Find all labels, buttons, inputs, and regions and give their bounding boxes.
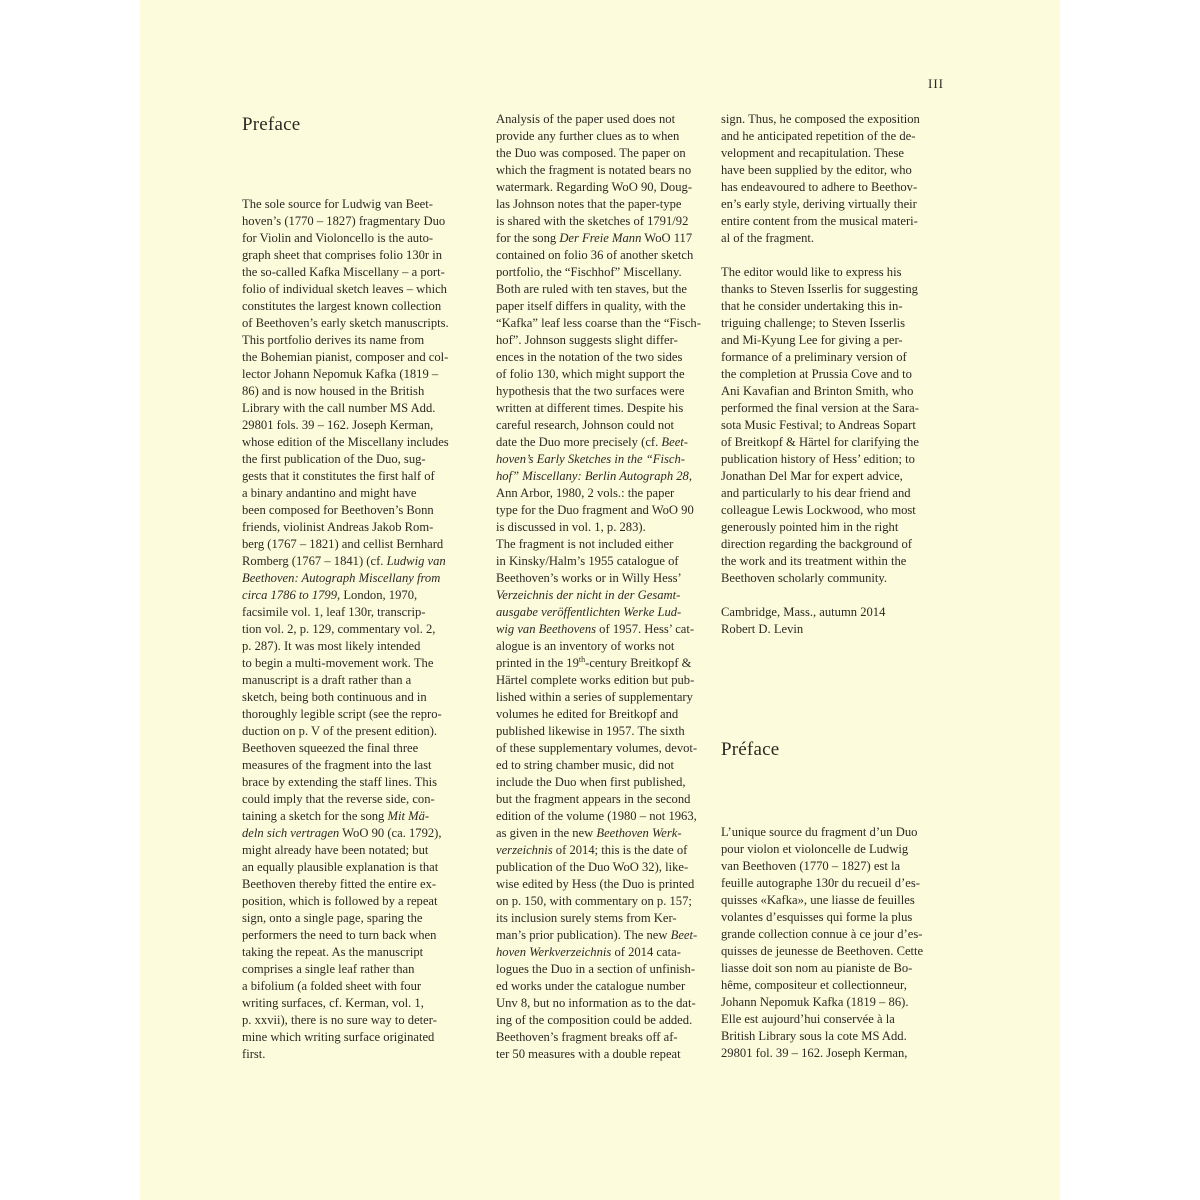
- text-line: of Breitkopf & Härtel for clarifying the: [721, 435, 919, 449]
- text-line: sign, onto a single page, sparing the: [242, 911, 423, 925]
- text-line: constitutes the largest known collection: [242, 299, 442, 313]
- text-line: of Beethoven’s early sketch manuscripts.: [242, 316, 449, 330]
- signature-block: [721, 604, 951, 638]
- text-line: feuille autographe 130r du recueil d’es-: [721, 876, 920, 890]
- text-line: a bifolium (a folded sheet with four: [242, 979, 422, 993]
- text-line: publication of the Duo WoO 32), like-: [496, 860, 689, 874]
- text-line: Beethoven squeezed the final three: [242, 741, 419, 755]
- text-line: 86) and is now housed in the British: [242, 384, 425, 398]
- text-line: watermark. Regarding WoO 90, Doug-: [496, 180, 693, 194]
- text-line: in Kinsky/Halm’s 1955 catalogue of: [496, 554, 679, 568]
- text-line: ences in the notation of the two sides: [496, 350, 683, 364]
- text-line: 29801 fol. 39 – 162. Joseph Kerman,: [721, 1046, 908, 1060]
- text-line: volumes he edited for Breitkopf and: [496, 707, 679, 721]
- text-line: is shared with the sketches of 1791/92: [496, 214, 689, 228]
- text-line: Unv 8, but no information as to the dat-: [496, 996, 696, 1010]
- text-line: las Johnson notes that the paper-type: [496, 197, 682, 211]
- text-line: portfolio, the “Fischhof” Miscellany.: [496, 265, 682, 279]
- text-line: grande collection connue à ce jour d’es-: [721, 927, 923, 941]
- text-line: measures of the fragment into the last: [242, 758, 432, 772]
- text-line: brace by extending the staff lines. This: [242, 775, 438, 789]
- text-line: ed works under the catalogue number: [496, 979, 686, 993]
- text-line: deln sich vertragen WoO 90 (ca. 1792),: [242, 826, 442, 840]
- text-line: The editor would like to express his: [721, 265, 902, 279]
- text-line: pour violon et violoncelle de Ludwig: [721, 842, 909, 856]
- preface-paragraph: [482, 111, 712, 536]
- text-line: mine which writing surface originated: [242, 1030, 435, 1044]
- text-line: taking the repeat. As the manuscript: [242, 945, 424, 959]
- text-line: p. 287). It was most likely intended: [242, 639, 421, 653]
- text-line: manuscript is a draft rather than a: [242, 673, 412, 687]
- preface-fr-heading: Préface: [721, 739, 780, 760]
- text-line: written at different times. Despite his: [496, 401, 684, 415]
- text-line: generously pointed him in the right: [721, 520, 899, 534]
- text-line: on p. 150, with commentary on p. 157;: [496, 894, 692, 908]
- text-line: Elle est aujourd’hui conservée à la: [721, 1012, 895, 1026]
- text-line: performers the need to turn back when: [242, 928, 437, 942]
- text-line: sketch, being both continuous and in: [242, 690, 427, 704]
- text-line: Romberg (1767 – 1841) (cf. Ludwig van: [242, 554, 446, 568]
- preface-column-1: [242, 196, 472, 1063]
- text-line: hoven’s Early Sketches in the “Fisch-: [496, 452, 685, 466]
- text-line: position, which is followed by a repeat: [242, 894, 438, 908]
- text-line: has endeavoured to adhere to Beethov-: [721, 180, 918, 194]
- text-line: taining a sketch for the song Mit Mä-: [242, 809, 430, 823]
- text-line: hypothesis that the two surfaces were: [496, 384, 685, 398]
- text-line: duction on p. V of the present edition).: [242, 724, 438, 738]
- text-line: type for the Duo fragment and WoO 90: [496, 503, 694, 517]
- text-line: wise edited by Hess (the Duo is printed: [496, 877, 695, 891]
- text-line: lished within a series of supplementary: [496, 690, 693, 704]
- text-line: paper itself differs in quality, with the: [496, 299, 686, 313]
- text-line: performed the final version at the Sara-: [721, 401, 919, 415]
- text-line: the first publication of the Duo, sug-: [242, 452, 426, 466]
- text-line: but the fragment appears in the second: [496, 792, 691, 806]
- text-line: p. xxvii), there is no sure way to deter-: [242, 1013, 437, 1027]
- text-line: Library with the call number MS Add.: [242, 401, 436, 415]
- text-line: tion vol. 2, p. 129, commentary vol. 2,: [242, 622, 436, 636]
- text-line: “Kafka” leaf less coarse than the “Fisch-: [496, 316, 701, 330]
- text-line: whose edition of the Miscellany includes: [242, 435, 449, 449]
- preface-fr-paragraph: [721, 824, 951, 1062]
- text-line: berg (1767 – 1821) and cellist Bernhard: [242, 537, 444, 551]
- text-line: logues the Duo in a section of unfinish-: [496, 962, 696, 976]
- text-line: folio of individual sketch leaves – which: [242, 282, 447, 296]
- text-line: Beethoven: Autograph Miscellany from: [242, 571, 441, 585]
- text-line: Härtel complete works edition but pub-: [496, 673, 695, 687]
- text-line: thanks to Steven Isserlis for suggesting: [721, 282, 918, 296]
- text-line: verzeichnis of 2014; this is the date of: [496, 843, 688, 857]
- text-line: and particularly to his dear friend and: [721, 486, 911, 500]
- text-line: sign. Thus, he composed the exposition: [721, 112, 920, 126]
- text-line: friends, violinist Andreas Jakob Rom-: [242, 520, 434, 534]
- text-line: Beethoven’s works or in Willy Hess’: [496, 571, 682, 585]
- text-line: include the Duo when first published,: [496, 775, 686, 789]
- text-line: for Violin and Violoncello is the auto-: [242, 231, 434, 245]
- text-line: The fragment is not included either: [496, 537, 674, 551]
- text-line: could imply that the reverse side, con-: [242, 792, 435, 806]
- text-line: Analysis of the paper used does not: [496, 112, 676, 126]
- text-line: gests that it constitutes the first half of: [242, 469, 435, 483]
- text-line: alogue is an inventory of works not: [496, 639, 675, 653]
- text-line: an equally plausible explanation is that: [242, 860, 439, 874]
- text-line: circa 1786 to 1799, London, 1970,: [242, 588, 418, 602]
- preface-paragraph: [242, 196, 472, 1063]
- text-line: lector Johann Nepomuk Kafka (1819 –: [242, 367, 439, 381]
- text-line: Cambridge, Mass., autumn 2014: [721, 605, 886, 619]
- text-line: Johann Nepomuk Kafka (1819 – 86).: [721, 995, 909, 1009]
- text-line: of these supplementary volumes, devot-: [496, 741, 698, 755]
- preface-column-3: [721, 111, 951, 638]
- text-line: Both are ruled with ten staves, but the: [496, 282, 687, 296]
- preface-paragraph: [482, 536, 712, 1029]
- text-line: wig van Beethovens of 1957. Hess’ cat-: [496, 622, 695, 636]
- text-line: as given in the new Beethoven Werk-: [496, 826, 682, 840]
- preface-fr-column: [721, 824, 951, 1062]
- text-line: the Bohemian pianist, composer and col-: [242, 350, 449, 364]
- text-line: hof”. Johnson suggests slight differ-: [496, 333, 678, 347]
- text-line: have been supplied by the editor, who: [721, 163, 912, 177]
- text-line: published likewise in 1957. The sixth: [496, 724, 685, 738]
- text-line: sota Music Festival; to Andreas Sopart: [721, 418, 916, 432]
- text-line: thoroughly legible script (see the repro-: [242, 707, 442, 721]
- text-line: ter 50 measures with a double repeat: [496, 1047, 681, 1061]
- text-line: ed to string chamber music, did not: [496, 758, 675, 772]
- text-line: quisses «Kafka», une liasse de feuilles: [721, 893, 915, 907]
- text-line: and he anticipated repetition of the de-: [721, 129, 916, 143]
- text-line: man’s prior publication). The new Beet-: [496, 928, 698, 942]
- text-line: Robert D. Levin: [721, 622, 804, 636]
- text-line: which the fragment is notated bears no: [496, 163, 692, 177]
- text-line: publication history of Hess’ edition; to: [721, 452, 915, 466]
- text-line: edition of the volume (1980 – not 1963,: [496, 809, 697, 823]
- text-line: liasse doit son nom au pianiste de Bo-: [721, 961, 913, 975]
- text-line: British Library sous la cote MS Add.: [721, 1029, 907, 1043]
- text-line: for the song Der Freie Mann WoO 117: [496, 231, 693, 245]
- text-line: the completion at Prussia Cove and to: [721, 367, 912, 381]
- text-line: is discussed in vol. 1, p. 283).: [496, 520, 646, 534]
- text-line: entire content from the musical materi-: [721, 214, 918, 228]
- text-line: Beethoven scholarly community.: [721, 571, 888, 585]
- text-line: hof” Miscellany: Berlin Autograph 28,: [496, 469, 693, 483]
- text-line: might already have been notated; but: [242, 843, 429, 857]
- text-line: van Beethoven (1770 – 1827) est la: [721, 859, 901, 873]
- text-line: Beethoven thereby fitted the entire ex-: [242, 877, 437, 891]
- text-line: The sole source for Ludwig van Beet-: [242, 197, 433, 211]
- text-line: been composed for Beethoven’s Bonn: [242, 503, 434, 517]
- text-line: the work and its treatment within the: [721, 554, 907, 568]
- text-line: velopment and recapitulation. These: [721, 146, 905, 160]
- text-line: colleague Lewis Lockwood, who most: [721, 503, 916, 517]
- text-line: writing surfaces, cf. Kerman, vol. 1,: [242, 996, 424, 1010]
- text-line: printed in the 19th-century Breitkopf &: [496, 654, 692, 670]
- text-line: L’unique source du fragment d’un Duo: [721, 825, 918, 839]
- acknowledgements-paragraph: [721, 264, 951, 587]
- text-line: 29801 fols. 39 – 162. Joseph Kerman,: [242, 418, 434, 432]
- text-line: direction regarding the background of: [721, 537, 912, 551]
- text-line: Beethoven’s fragment breaks off af-: [496, 1030, 678, 1044]
- preface-heading: Preface: [242, 114, 301, 135]
- text-line: date the Duo more precisely (cf. Beet-: [496, 435, 688, 449]
- text-line: contained on folio 36 of another sketch: [496, 248, 694, 262]
- text-line: Ani Kavafian and Brinton Smith, who: [721, 384, 914, 398]
- text-line: first.: [242, 1047, 266, 1061]
- text-line: graph sheet that comprises folio 130r in: [242, 248, 443, 262]
- text-line: that he consider undertaking this in-: [721, 299, 903, 313]
- text-line: careful research, Johnson could not: [496, 418, 674, 432]
- text-line: formance of a preliminary version of: [721, 350, 907, 364]
- preface-paragraph: [482, 1029, 712, 1063]
- text-line: triguing challenge; to Steven Isserlis: [721, 316, 905, 330]
- text-line: hoven Werkverzeichnis of 2014 cata-: [496, 945, 681, 959]
- text-line: provide any further clues as to when: [496, 129, 680, 143]
- text-line: the Duo was composed. The paper on: [496, 146, 686, 160]
- preface-paragraph: [721, 111, 951, 247]
- text-line: comprises a single leaf rather than: [242, 962, 415, 976]
- text-line: and Mi-Kyung Lee for giving a per-: [721, 333, 903, 347]
- preface-column-2: [482, 111, 712, 1063]
- text-line: of folio 130, which might support the: [496, 367, 685, 381]
- text-line: to begin a multi-movement work. The: [242, 656, 434, 670]
- text-line: en’s early style, deriving virtually their: [721, 197, 917, 211]
- text-line: Verzeichnis der nicht in der Gesamt-: [496, 588, 681, 602]
- text-line: its inclusion surely stems from Ker-: [496, 911, 677, 925]
- text-line: hoven’s (1770 – 1827) fragmentary Duo: [242, 214, 446, 228]
- text-line: Jonathan Del Mar for expert advice,: [721, 469, 903, 483]
- text-line: the so-called Kafka Miscellany – a port-: [242, 265, 445, 279]
- text-line: facsimile vol. 1, leaf 130r, transcrip-: [242, 605, 426, 619]
- page-number: III: [928, 76, 944, 91]
- text-line: volantes d’esquisses qui forme la plus: [721, 910, 913, 924]
- text-line: ausgabe veröffentlichten Werke Lud-: [496, 605, 682, 619]
- text-line: This portfolio derives its name from: [242, 333, 425, 347]
- text-line: quisses de jeunesse de Beethoven. Cette: [721, 944, 924, 958]
- text-line: hême, compositeur et collectionneur,: [721, 978, 907, 992]
- text-line: al of the fragment.: [721, 231, 815, 245]
- text-line: a binary andantino and might have: [242, 486, 417, 500]
- text-line: ing of the composition could be added.: [496, 1013, 693, 1027]
- text-line: Ann Arbor, 1980, 2 vols.: the paper: [496, 486, 675, 500]
